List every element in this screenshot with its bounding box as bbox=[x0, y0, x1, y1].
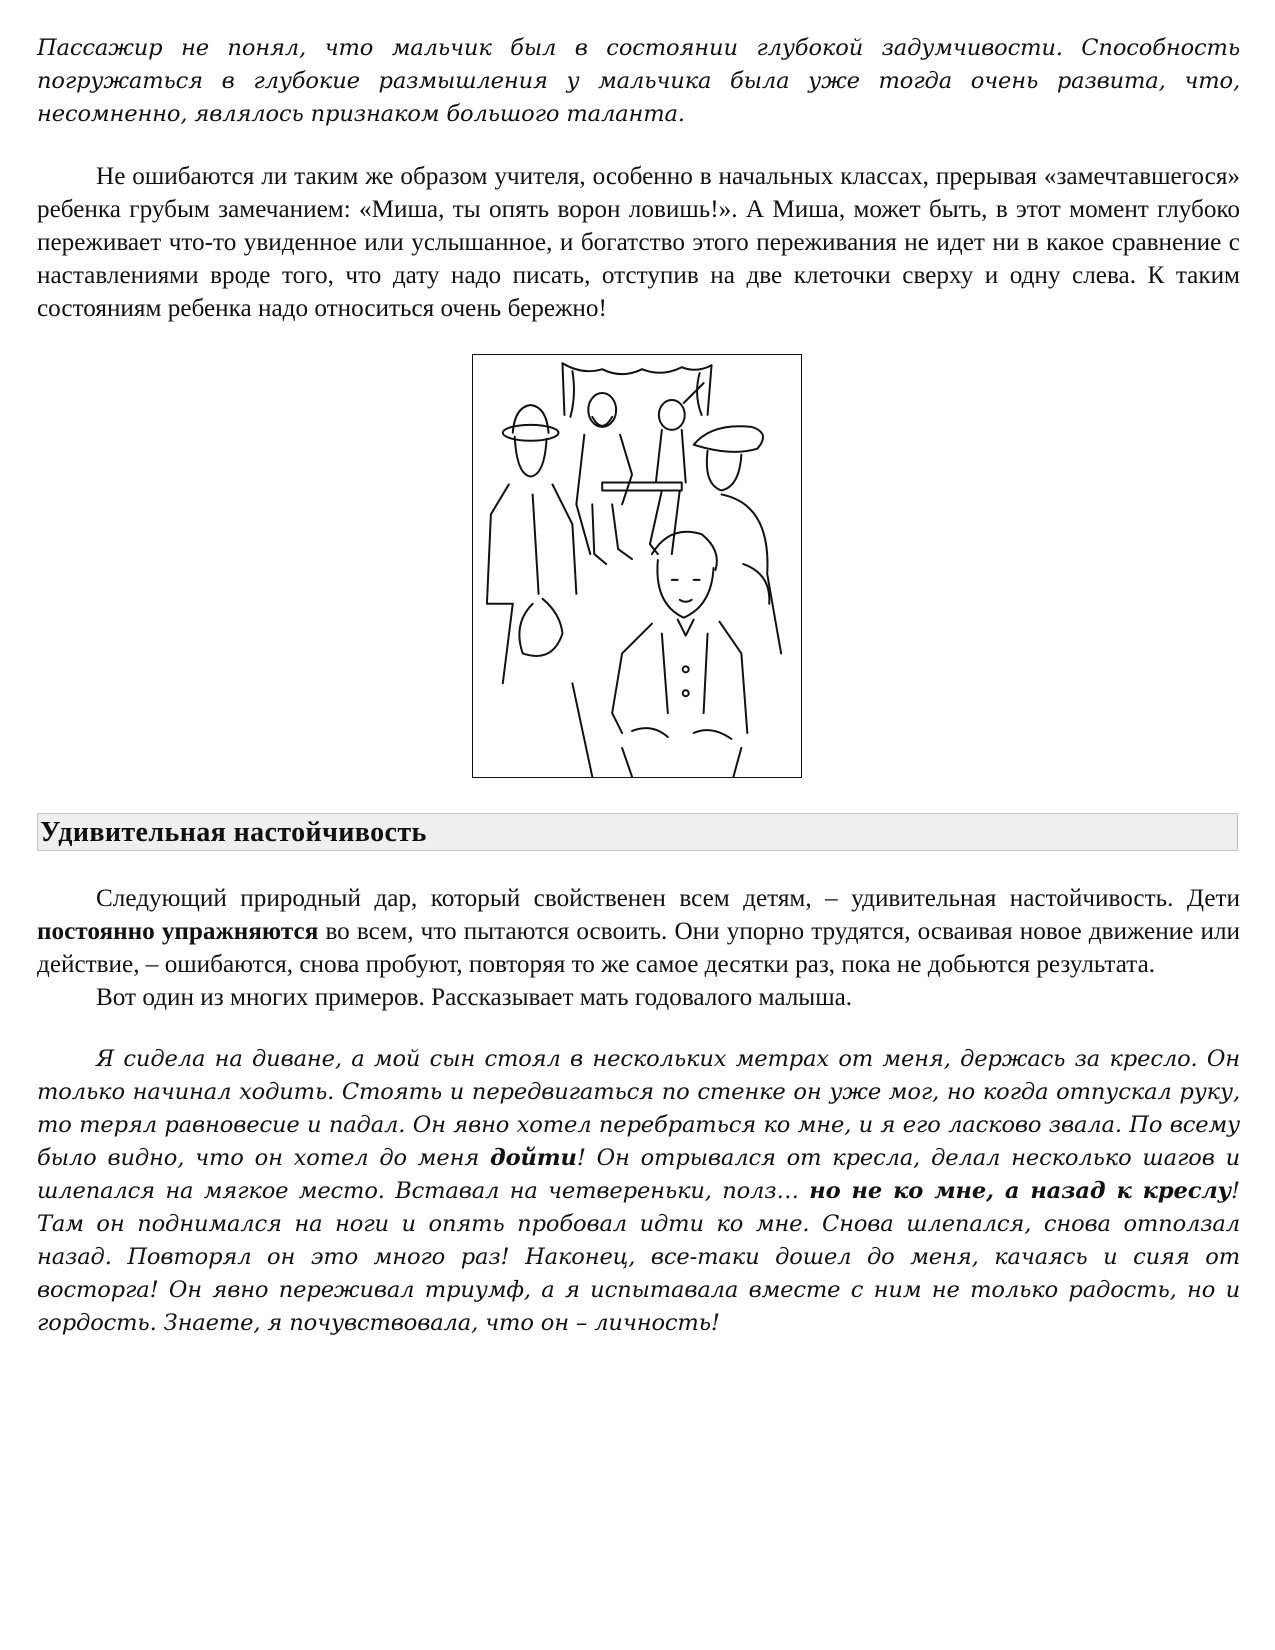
intro-quote-paragraph: Пассажир не понял, что мальчик был в состоянии глубокой задумчивости. Способность погружаться в глубокие размышления у мальчика была уже тогда очень развита, что, несомненно, являлось признаком большого таланта. bbox=[37, 35, 1240, 127]
document-page bbox=[37, 32, 1240, 1340]
persistence-paragraph bbox=[37, 882, 1240, 981]
persistence-text-part1: Следующий природный дар, который свойственен всем детям, – удивительная настойчивость. Дети bbox=[96, 885, 1240, 912]
section-heading-bar bbox=[37, 813, 1238, 851]
persistence-emphasis: постоянно упражняются bbox=[37, 918, 319, 945]
persistence-text-part2: во всем, что пытаются освоить. Они упорно трудятся, осваивая новое движение или действие, – ошибаются, снова пробуют, повторяя то же самое десятки раз, пока не добьются результата. bbox=[37, 918, 1240, 978]
teachers-paragraph: Не ошибаются ли таким же образом учителя, особенно в начальных классах, прерывая «замечтавшегося» ребенка грубым замечанием: «Миша, ты опять ворон ловишь!». А Миша, может быть, в этот момент глубоко переживает что-то увиденное или услышанное, и богатство этого переживания не идет ни в какое сравнение с наставлениями вроде того, что дату надо писать, отступив на две клеточки сверху и одну слева. К таким состояниям ребенка надо относиться очень бережно! bbox=[37, 163, 1240, 322]
illustration-image bbox=[472, 354, 802, 778]
illustration-container bbox=[37, 354, 1240, 780]
story-emphasis-1: дойти bbox=[490, 1145, 577, 1171]
section-heading: Удивительная настойчивость bbox=[40, 817, 427, 848]
story-text-part1: Я сидела на диване, а мой сын стоял в нескольких метрах от меня, держась за кресло. Он только начинал ходить. Стоять и передвигаться по стенке он уже мог, но когда отпускал руку, то терял равновесие и падал. Он явно хотел перебраться ко мне, и я его ласково звала. По всему было видно, что он хотел до меня bbox=[37, 1046, 1240, 1171]
story-text-part3: ! Там он поднимался на ноги и опять пробовал идти ко мне. Снова шлепался, снова отползал назад. Повторял он это много раз! Наконец, все-таки дошел до меня, качаясь и сияя от восторга! Он явно переживал триумф, а я испытавала вместе с ним не только радость, но и гордость. Знаете, я почувствовала, что он – личность! bbox=[37, 1178, 1240, 1336]
story-emphasis-2: но не ко мне, а назад к креслу bbox=[809, 1178, 1232, 1204]
example-intro-paragraph: Вот один из многих примеров. Рассказывает мать годовалого малыша. bbox=[96, 984, 853, 1011]
illustration-drawing bbox=[473, 355, 801, 777]
story-text-part2: ! Он отрывался от кресла, делал несколько шагов и шлепался на мягкое место. Вставал на четвереньки, полз… bbox=[37, 1145, 1240, 1204]
mother-story-paragraph bbox=[37, 1043, 1240, 1340]
